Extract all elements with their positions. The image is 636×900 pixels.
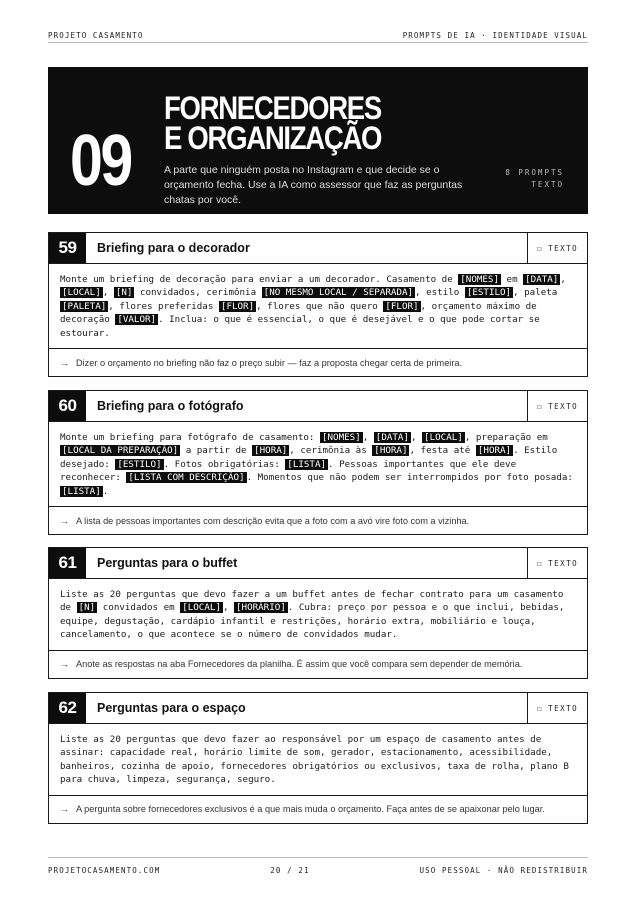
- prompt-number: 60: [49, 391, 86, 421]
- prompt-number: 62: [49, 693, 86, 723]
- arrow-right-icon: →: [60, 357, 69, 368]
- prompt-text: . Pessoas importantes que ele deve reconhecer:: [60, 458, 517, 484]
- prompt-text: ,: [102, 287, 114, 299]
- prompt-placeholder: [LOCAL]: [62, 287, 101, 299]
- section-prompt-type: TEXTO: [531, 180, 564, 189]
- prompt-placeholder: [ESTILO]: [117, 458, 162, 470]
- prompt-placeholder: [NOMES]: [460, 274, 499, 285]
- prompt-text: , estilo: [415, 287, 465, 299]
- prompt-placeholder: [N]: [115, 287, 133, 299]
- prompt-placeholder: [DATA]: [525, 274, 559, 285]
- prompt-card-header: [49, 391, 587, 422]
- prompt-text: . Fotos obrigatórias:: [163, 458, 286, 470]
- prompt-text: . Estilo desejado:: [60, 445, 558, 470]
- prompt-placeholder: [HORA]: [374, 445, 408, 457]
- prompt-placeholder: [LISTA COM DESCRIÇÃO]: [128, 472, 245, 484]
- prompt-placeholder: [FLOR]: [220, 300, 255, 312]
- prompt-tip: [49, 349, 587, 376]
- prompt-number: 61: [49, 548, 86, 578]
- header-divider: [48, 42, 588, 43]
- header-section-label: PROMPTS DE IA · IDENTIDADE VISUAL: [402, 30, 588, 40]
- footer-license: USO PESSOAL · NÃO REDISTRIBUIR: [419, 865, 588, 875]
- prompt-text: ,: [222, 602, 235, 614]
- prompt-placeholder: [HORA]: [477, 445, 512, 457]
- checkbox-icon: ☐: [536, 401, 544, 411]
- prompt-title: Perguntas para o buffet: [97, 556, 238, 570]
- prompt-title: Briefing para o fotógrafo: [97, 399, 244, 413]
- prompt-title: Perguntas para o espaço: [97, 701, 246, 715]
- prompt-type-tag: [527, 548, 587, 578]
- header-project-label: PROJETO CASAMENTO: [48, 30, 144, 40]
- prompt-tip: [49, 796, 587, 823]
- prompt-tip-text: Dizer o orçamento no briefing não faz o preço subir — faz a proposta chegar certa de primeira.: [76, 357, 463, 368]
- prompt-type-tag: [527, 693, 587, 723]
- prompt-body: [49, 422, 587, 507]
- prompt-text: , flores que não quero: [256, 300, 384, 312]
- prompt-text: Liste as 20 perguntas que devo fazer a um buffet antes de fechar contrato para um casamento de: [60, 589, 564, 614]
- prompt-card: [48, 232, 588, 377]
- prompt-type-label: TEXTO: [548, 703, 579, 713]
- prompt-text: , preparação em: [464, 432, 548, 443]
- arrow-right-icon: →: [60, 804, 69, 815]
- prompt-placeholder: [DATA]: [375, 432, 409, 443]
- prompt-text: Liste as 20 perguntas que devo fazer ao responsável por um espaço de casamento antes de assinar: capacidade real, horário limite de som, gerador, estacionamento, acessibilidade, banheiros, cozinha de apoio, fornecedores obrigatórios ou exclusivos, taxa de rolha, plano B para chuva, limpeza, segurança, seguro.: [60, 734, 569, 786]
- arrow-right-icon: →: [60, 659, 69, 670]
- prompt-placeholder: [ESTILO]: [466, 287, 512, 299]
- prompt-type-label: TEXTO: [548, 558, 579, 568]
- prompt-text: ,: [362, 432, 374, 443]
- footer-divider: [48, 857, 588, 858]
- prompt-placeholder: [PALETA]: [62, 300, 107, 312]
- prompt-text: convidados em: [97, 602, 181, 614]
- prompt-type-label: TEXTO: [548, 243, 579, 253]
- prompt-placeholder: [LOCAL]: [424, 432, 463, 443]
- prompt-card-header: [49, 693, 587, 724]
- prompt-body: [49, 264, 587, 349]
- section-description: A parte que ninguém posta no Instagram e que decide se o orçamento fecha. Use a IA como assessor que faz as perguntas chatas por você.: [164, 164, 463, 206]
- page-number: 20 / 21: [270, 865, 310, 875]
- prompt-text: , orçamento máximo de decoração: [60, 300, 537, 326]
- prompt-text: ,: [411, 432, 423, 443]
- section-prompt-count: 8 PROMPTS: [505, 168, 564, 177]
- prompt-card: [48, 547, 588, 679]
- prompt-text: . Cubra: preço por pessoa e o que inclui, bebidas, equipe, degustação, cardápio infantil e restrições, horário extra, mobiliário e louça, cancelamento, o que acontece se o número de convidados mudar.: [60, 602, 565, 641]
- prompt-text: Monte um briefing de decoração para enviar a um decorador. Casamento de: [60, 274, 459, 285]
- prompt-tip: [49, 507, 587, 534]
- prompt-card-header: [49, 548, 587, 579]
- prompt-text: convidados, cerimônia: [134, 287, 262, 299]
- prompt-text: , festa até: [409, 445, 476, 457]
- prompt-text: a partir de: [180, 445, 253, 457]
- prompt-text: , cerimônia às: [289, 445, 373, 457]
- prompt-placeholder: [LOCAL]: [182, 602, 221, 614]
- prompt-type-tag: [527, 233, 587, 263]
- prompt-body: [49, 579, 587, 651]
- prompt-placeholder: [HORÁRIO]: [236, 602, 286, 614]
- prompt-text: .: [102, 485, 109, 497]
- prompt-card: [48, 692, 588, 824]
- prompt-text: em: [501, 274, 524, 285]
- prompt-card: [48, 390, 588, 535]
- prompt-placeholder: [LOCAL DA PREPARAÇÃO]: [62, 445, 179, 457]
- page-footer: [48, 863, 588, 877]
- checkbox-icon: ☐: [536, 558, 544, 568]
- checkbox-icon: ☐: [536, 703, 544, 713]
- prompt-tip-text: A pergunta sobre fornecedores exclusivos é a que mais muda o orçamento. Faça antes de se apaixonar pelo lugar.: [76, 804, 545, 815]
- prompt-text: , paleta: [513, 287, 558, 299]
- prompt-tip-text: Anote as respostas na aba Fornecedores da planilha. É assim que você compara sem depender de memória.: [76, 659, 523, 670]
- prompt-text: . Momentos que não podem ser interrompidos por foto posada:: [246, 472, 573, 484]
- arrow-right-icon: →: [60, 515, 69, 526]
- prompt-tip: [49, 651, 587, 678]
- prompt-placeholder: [N]: [78, 602, 96, 614]
- prompt-placeholder: [HORA]: [254, 445, 288, 457]
- section-meta: [505, 167, 564, 191]
- section-number: 09: [70, 121, 131, 201]
- prompt-text: , flores preferidas: [108, 300, 219, 312]
- footer-site: PROJETOCASAMENTO.COM: [48, 865, 161, 875]
- page-header: [48, 27, 588, 43]
- section-hero: [48, 67, 588, 214]
- prompt-number: 59: [49, 233, 86, 263]
- prompt-placeholder: [FLOR]: [385, 300, 419, 312]
- prompt-type-label: TEXTO: [548, 401, 579, 411]
- prompt-placeholder: [NOMES]: [321, 432, 361, 443]
- prompt-placeholder: [LISTA]: [62, 485, 101, 497]
- section-title: FORNECEDORES E ORGANIZAÇÃO: [164, 90, 382, 156]
- prompt-text: Monte um briefing para fotógrafo de casamento:: [60, 432, 320, 443]
- prompt-text: ,: [560, 274, 566, 285]
- prompt-placeholder: [NO MESMO LOCAL / SEPARADA]: [263, 287, 414, 299]
- prompt-placeholder: [LISTA]: [287, 458, 327, 470]
- prompt-placeholder: [VALOR]: [117, 314, 157, 326]
- prompt-body: [49, 724, 587, 796]
- prompt-tip-text: A lista de pessoas importantes com descrição evita que a foto com a avó vire foto com a vizinha.: [76, 515, 470, 526]
- prompt-type-tag: [527, 391, 587, 421]
- prompt-card-header: [49, 233, 587, 264]
- checkbox-icon: ☐: [536, 243, 544, 253]
- prompt-text: . Inclua: o que é essencial, o que é desejável e o que pode cortar se estourar.: [60, 314, 540, 339]
- prompt-title: Briefing para o decorador: [97, 241, 250, 255]
